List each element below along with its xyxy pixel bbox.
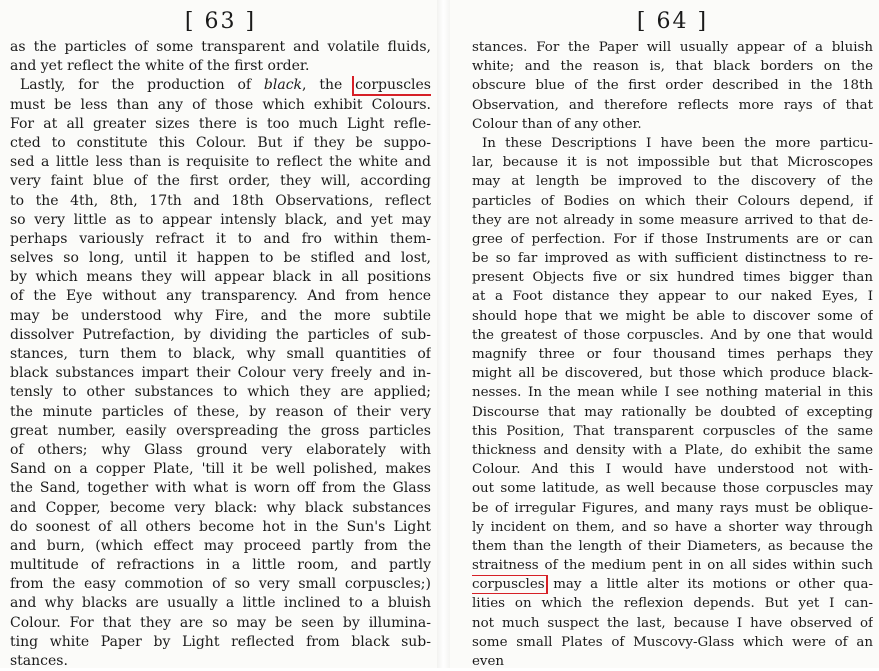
text-segment: of others; why Glass ground very elaborately with bbox=[10, 441, 431, 458]
text-segment: selves so long, until it happen to be stifled and lost, bbox=[10, 250, 431, 267]
text-segment: the minute particles of these, by reason of their very bbox=[10, 403, 431, 420]
text-segment: ly incident on them, and so have a shorter way through bbox=[472, 519, 873, 535]
text-line bbox=[10, 307, 431, 326]
text-line bbox=[472, 652, 873, 671]
text-line bbox=[472, 518, 873, 537]
text-line bbox=[472, 614, 873, 633]
text-segment: even bbox=[472, 654, 505, 669]
text-line bbox=[10, 153, 431, 172]
text-line bbox=[472, 556, 873, 575]
text-line bbox=[472, 383, 873, 402]
text-segment: Colour. And this I would have understood not with- bbox=[472, 462, 873, 478]
text-segment: may be understood why Fire, and the more subtile bbox=[10, 307, 431, 324]
text-segment: white; and the reason is, that black borders on the bbox=[472, 59, 873, 75]
left-page-text bbox=[10, 38, 431, 671]
text-segment: dissolver Putrefaction, by dividing the particles of sub- bbox=[10, 326, 431, 343]
text-line bbox=[472, 211, 873, 230]
text-line bbox=[10, 96, 431, 115]
text-segment: nesses. In the mean while I see nothing material in this bbox=[472, 385, 873, 401]
text-segment: and Copper, become very black: why black substances bbox=[10, 499, 431, 516]
text-segment: from the easy commotion of so very small corpuscles;) bbox=[10, 576, 431, 593]
text-line bbox=[472, 134, 873, 153]
text-segment: the greatest of those corpuscles. And by one that would bbox=[472, 327, 873, 343]
text-segment: Colour. For that they are so may be seen by illumina- bbox=[10, 614, 431, 631]
text-line bbox=[10, 249, 431, 268]
text-line bbox=[472, 499, 873, 518]
text-line bbox=[472, 249, 873, 268]
text-line bbox=[472, 153, 873, 172]
text-segment: must be less than any of those which exhibit Colours. bbox=[10, 96, 431, 113]
text-segment: lities on which the reflexion depends. But yet I can- bbox=[472, 596, 873, 612]
text-segment: do soonest of all others become hot in the Sun's Light bbox=[10, 518, 431, 535]
book-gutter bbox=[437, 0, 450, 668]
text-segment: very faint blue of the first order, they will, according bbox=[10, 173, 431, 190]
text-segment: out some latitude, as well because those corpuscles may bbox=[472, 481, 873, 497]
right-page-text bbox=[472, 38, 873, 671]
text-segment: they are not already in some measure arrived to that de- bbox=[472, 212, 873, 228]
text-segment: sed a little less than is requisite to reflect the white and bbox=[10, 154, 431, 171]
text-segment: of the Eye without any transparency. And from hence bbox=[10, 288, 431, 305]
text-segment: black bbox=[263, 77, 303, 94]
text-segment: stances. bbox=[10, 653, 68, 669]
text-segment: this Position, That transparent corpuscles of the same bbox=[472, 423, 873, 439]
text-segment: In these Descriptions I have been the more particu- bbox=[482, 135, 873, 151]
right-page-number: [ 64 ] bbox=[636, 9, 709, 34]
text-line bbox=[10, 633, 431, 652]
text-segment: magnify three or four thousand times perhaps they bbox=[472, 347, 873, 362]
text-segment: Discourse that may rationally be doubted of excepting bbox=[472, 404, 873, 420]
text-line bbox=[472, 479, 873, 498]
text-segment: ting white Paper by Light reflected from black sub- bbox=[10, 633, 431, 650]
text-segment: straitness of the medium pent in on all sides within such bbox=[472, 558, 873, 574]
text-segment: not much suspect the last, because I have observed of bbox=[472, 615, 873, 631]
text-line bbox=[10, 499, 431, 518]
text-line bbox=[10, 76, 431, 95]
text-segment: stances, turn them to black, why small quantities of bbox=[10, 346, 431, 362]
text-segment: them than the length of their Diameters, as because the bbox=[472, 538, 873, 554]
text-line bbox=[10, 594, 431, 613]
text-line bbox=[10, 422, 431, 441]
text-segment: so very little as to appear intensly black, and yet may bbox=[10, 211, 431, 228]
text-line bbox=[10, 268, 431, 287]
text-line bbox=[472, 57, 873, 76]
text-segment: some small Plates of Muscovy-Glass which were of an bbox=[472, 634, 873, 650]
text-segment: perhaps variously refract it to and fro within them- bbox=[10, 230, 431, 247]
text-line bbox=[472, 441, 873, 460]
text-line bbox=[10, 383, 431, 402]
text-line bbox=[472, 268, 873, 287]
text-line bbox=[10, 172, 431, 191]
text-segment: thickness and density with a Plate, do exhibit the same bbox=[472, 442, 873, 458]
text-line bbox=[10, 345, 431, 364]
text-line bbox=[472, 345, 873, 364]
text-segment: at a Foot distance they appear to our naked Eyes, I bbox=[472, 289, 873, 305]
text-line bbox=[472, 403, 873, 422]
text-segment: be of irregular Figures, and many rays must be oblique- bbox=[472, 500, 873, 516]
text-segment: be so far improved as with sufficient distinctness to re- bbox=[472, 251, 873, 267]
text-line bbox=[10, 479, 431, 498]
text-line bbox=[10, 403, 431, 422]
text-line bbox=[10, 441, 431, 460]
text-segment: multitude of refractions in a little room, and partly bbox=[10, 557, 431, 574]
text-segment: may at length be improved to the discovery of the bbox=[472, 174, 873, 190]
text-segment: tensly to other substances to which they are applied; bbox=[10, 384, 431, 401]
text-segment: to the 4th, 8th, 17th and 18th Observations, reflect bbox=[10, 192, 431, 209]
text-segment: gree of perfection. For if those Instruments are or can bbox=[472, 231, 873, 247]
text-line bbox=[10, 518, 431, 537]
text-line bbox=[10, 556, 431, 575]
highlighted-term: corpuscles bbox=[472, 577, 545, 593]
text-line bbox=[10, 537, 431, 556]
text-segment: present Objects five or six hundred times bigger than bbox=[472, 270, 873, 286]
text-line bbox=[472, 633, 873, 652]
text-line bbox=[472, 192, 873, 211]
text-line bbox=[10, 287, 431, 306]
text-segment: obscure blue of the first order described in the 18th bbox=[472, 78, 873, 94]
left-page bbox=[0, 0, 437, 668]
text-line bbox=[472, 537, 873, 556]
text-segment: should hope that we might be able to discover some of bbox=[472, 308, 873, 324]
text-segment: , the bbox=[302, 77, 356, 94]
text-segment: Sand on a copper Plate, 'till it be well polished, makes bbox=[10, 461, 431, 478]
left-page-number: [ 63 ] bbox=[184, 9, 257, 34]
text-segment: and why blacks are usually a little inclined to a bluish bbox=[10, 595, 431, 612]
text-line bbox=[472, 38, 873, 57]
text-segment: the Sand, together with what is worn off from the Glass bbox=[10, 480, 431, 497]
text-segment: For at all greater sizes there is too much Light refle- bbox=[10, 115, 431, 132]
text-segment: as the particles of some transparent and volatile fluids, bbox=[10, 39, 431, 55]
text-segment: and yet reflect the white of the first order. bbox=[10, 58, 310, 75]
text-line bbox=[10, 614, 431, 633]
text-line bbox=[10, 211, 431, 230]
text-segment: might all be discovered, but those which produce black- bbox=[472, 366, 873, 382]
text-line bbox=[10, 192, 431, 211]
text-line bbox=[10, 326, 431, 345]
text-segment: Observation, and therefore reflects more rays of that bbox=[472, 97, 873, 113]
text-segment: cted to constitute this Colour. But if they be suppo- bbox=[10, 134, 431, 151]
text-segment: Lastly, for the production of bbox=[20, 77, 264, 94]
text-line bbox=[10, 115, 431, 134]
text-line bbox=[10, 230, 431, 249]
text-segment: lar, because it is not impossible but that Microscopes bbox=[472, 155, 873, 171]
text-segment: and burn, (which effect may proceed partly from the bbox=[10, 537, 431, 554]
text-line bbox=[472, 96, 873, 115]
text-line bbox=[472, 364, 873, 383]
text-line bbox=[472, 115, 873, 134]
text-segment: Colour than of any other. bbox=[472, 116, 642, 132]
text-line bbox=[10, 364, 431, 383]
text-line bbox=[472, 76, 873, 95]
text-line bbox=[10, 575, 431, 594]
text-segment: by which means they will appear black in all positions bbox=[10, 269, 431, 286]
text-line bbox=[10, 652, 431, 671]
highlighted-term: corpuscles bbox=[355, 77, 431, 94]
right-page bbox=[450, 0, 879, 668]
text-segment: may a little alter its motions or other qua- bbox=[544, 577, 873, 593]
text-line bbox=[472, 172, 873, 191]
text-line bbox=[472, 230, 873, 249]
text-segment: great number, easily overspreading the gross particles bbox=[10, 422, 431, 439]
text-line bbox=[472, 307, 873, 326]
text-line bbox=[472, 422, 873, 441]
text-line bbox=[10, 134, 431, 153]
text-segment: black substances impart their Colour very freely and in- bbox=[10, 365, 431, 382]
text-line bbox=[10, 57, 431, 76]
text-line bbox=[472, 594, 873, 613]
text-line bbox=[472, 287, 873, 306]
text-line bbox=[10, 460, 431, 479]
text-line bbox=[472, 326, 873, 345]
text-line bbox=[472, 460, 873, 479]
text-line bbox=[472, 575, 873, 594]
text-segment: particles of Bodies on which their Colours depend, if bbox=[472, 193, 873, 209]
text-line bbox=[10, 38, 431, 57]
text-segment: stances. For the Paper will usually appear of a bluish bbox=[472, 40, 873, 55]
